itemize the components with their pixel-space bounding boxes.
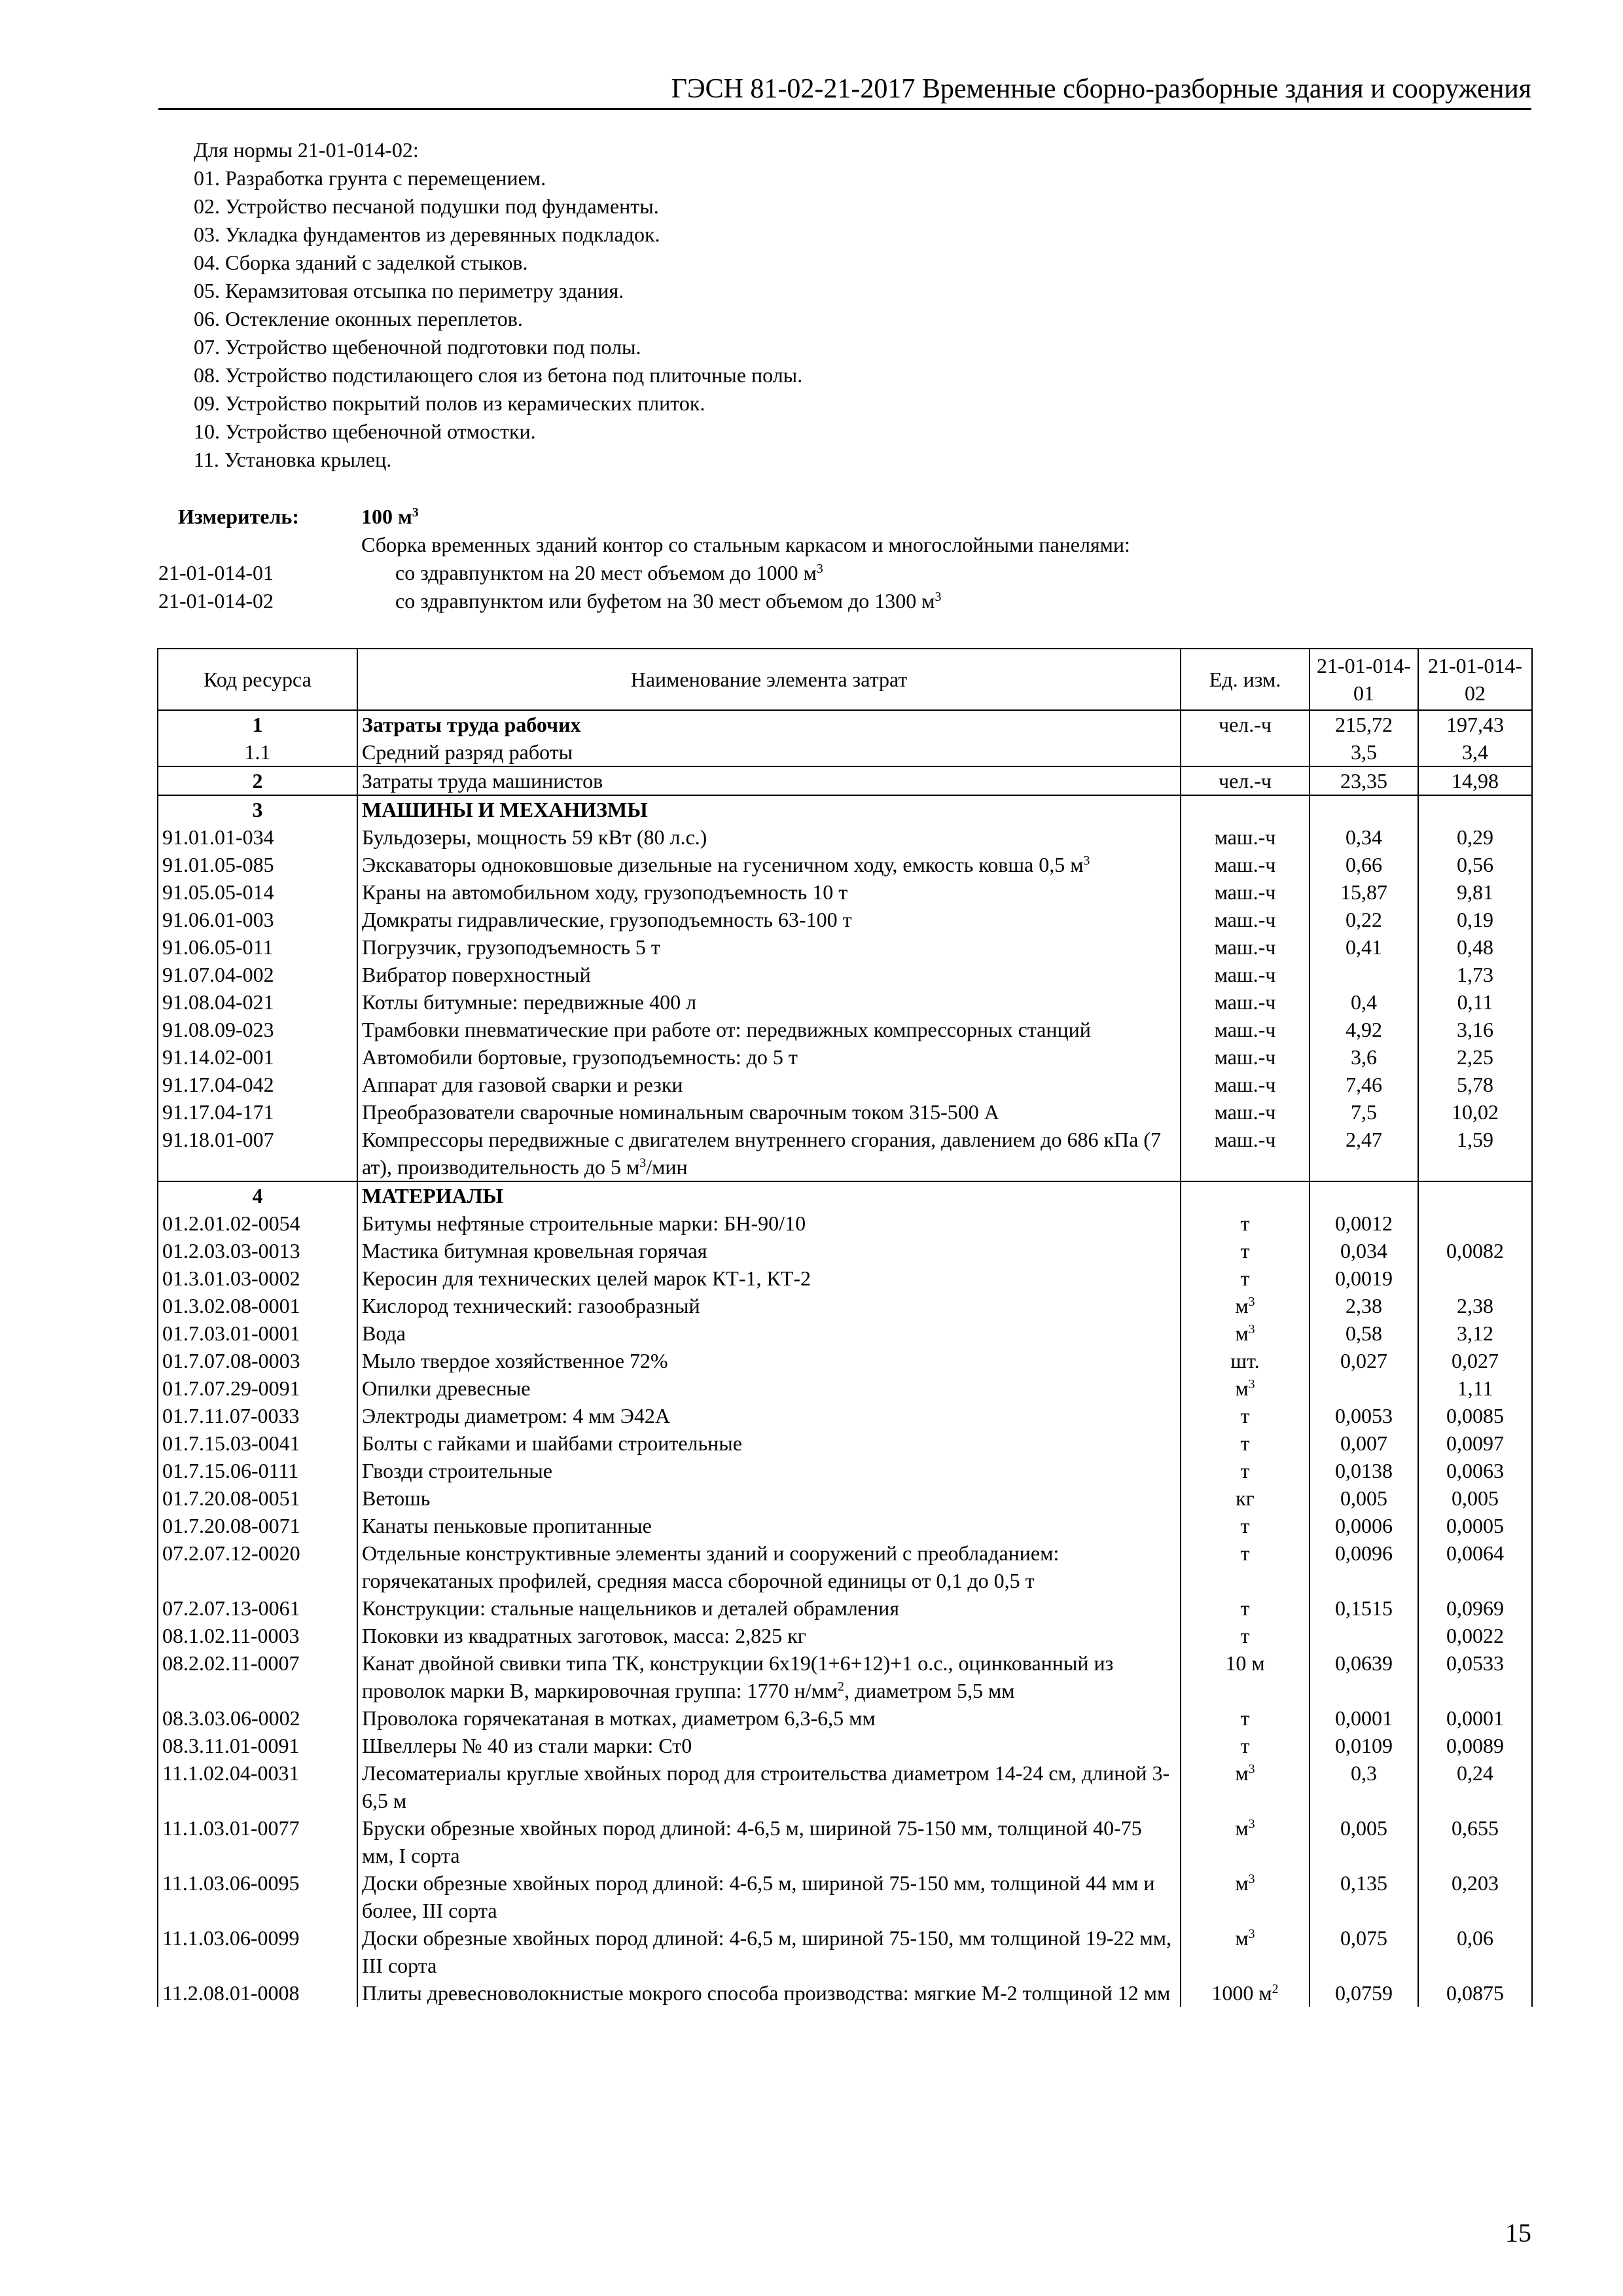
- table-row: [158, 1924, 1532, 1979]
- cost-element-name-cell: Аппарат для газовой сварки и резки: [357, 1071, 1181, 1098]
- value-cell-21-01-014-01: 0,0012: [1310, 1210, 1418, 1237]
- unit-cell: $м^3$: [1181, 1924, 1310, 1979]
- value-cell-21-01-014-02: 0,24: [1418, 1759, 1532, 1814]
- cost-element-name-cell: Битумы нефтяные строительные марки: БН-90/10: [357, 1210, 1181, 1237]
- table-row: [158, 961, 1532, 988]
- work-step-item: 01. Разработка грунта с перемещением.: [194, 166, 546, 190]
- cost-element-name-cell: Доски обрезные хвойных пород длиной: 4-6,5 м, шириной 75-150, мм толщиной 19-22 мм, III сорта: [357, 1924, 1181, 1979]
- header-col-2: 21-01-014-02: [1418, 649, 1532, 710]
- value-cell-21-01-014-01: 0,0639: [1310, 1649, 1418, 1704]
- header-rule: [158, 108, 1531, 110]
- unit-cell: маш.-ч: [1181, 961, 1310, 988]
- value-cell-21-01-014-01: 0,66: [1310, 851, 1418, 878]
- meter-label: Измеритель:: [178, 505, 299, 528]
- value-cell-21-01-014-02: 10,02: [1418, 1098, 1532, 1126]
- cost-element-name-cell: Вода: [357, 1319, 1181, 1347]
- value-cell-21-01-014-02: 0,56: [1418, 851, 1532, 878]
- meter-variant-code: 21-01-014-02: [158, 589, 274, 613]
- unit-cell: [1181, 795, 1310, 823]
- value-cell-21-01-014-02: 0,29: [1418, 823, 1532, 851]
- value-cell-21-01-014-01: 0,0019: [1310, 1265, 1418, 1292]
- cost-element-name-cell: Кислород технический: газообразный: [357, 1292, 1181, 1319]
- cost-element-name-cell: Электроды диаметром: 4 мм Э42А: [357, 1402, 1181, 1429]
- value-cell-21-01-014-02: 9,81: [1418, 878, 1532, 906]
- table-row: [158, 1869, 1532, 1924]
- value-cell-21-01-014-01: 0,0759: [1310, 1979, 1418, 2007]
- value-cell-21-01-014-02: [1418, 1265, 1532, 1292]
- cost-element-name-cell: Затраты труда машинистов: [357, 766, 1181, 795]
- header-code: Код ресурса: [158, 649, 357, 710]
- resource-code-cell: 91.17.04-042: [158, 1071, 357, 1098]
- table-row: [158, 1649, 1532, 1704]
- cost-element-name-cell: Компрессоры передвижные с двигателем внутреннего сгорания, давлением до 686 кПа (7 ат), производительность до 5 $м^3$/мин: [357, 1126, 1181, 1181]
- unit-cell: 1000 $м^2$: [1181, 1979, 1310, 2007]
- value-cell-21-01-014-01: 0,41: [1310, 933, 1418, 961]
- unit-cell: 10 м: [1181, 1649, 1310, 1704]
- cost-element-name-cell: Мыло твердое хозяйственное 72%: [357, 1347, 1181, 1374]
- resource-code-cell: 91.06.01-003: [158, 906, 357, 933]
- cost-table: [157, 648, 1533, 2007]
- value-cell-21-01-014-02: 0,0005: [1418, 1512, 1532, 1539]
- value-cell-21-01-014-01: 0,135: [1310, 1869, 1418, 1924]
- table-row: [158, 1512, 1532, 1539]
- value-cell-21-01-014-02: 0,203: [1418, 1869, 1532, 1924]
- value-cell-21-01-014-01: [1310, 795, 1418, 823]
- unit-cell: [1181, 1181, 1310, 1210]
- resource-code-cell: 2: [158, 766, 357, 795]
- value-cell-21-01-014-02: 2,25: [1418, 1043, 1532, 1071]
- value-cell-21-01-014-01: 0,0006: [1310, 1512, 1418, 1539]
- value-cell-21-01-014-02: 0,027: [1418, 1347, 1532, 1374]
- unit-cell: маш.-ч: [1181, 851, 1310, 878]
- value-cell-21-01-014-02: 0,0875: [1418, 1979, 1532, 2007]
- cost-element-name-cell: МАТЕРИАЛЫ: [357, 1181, 1181, 1210]
- unit-cell: маш.-ч: [1181, 823, 1310, 851]
- cost-element-name-cell: Опилки древесные: [357, 1374, 1181, 1402]
- table-row: [158, 823, 1532, 851]
- cost-element-name-cell: Трамбовки пневматические при работе от: передвижных компрессорных станций: [357, 1016, 1181, 1043]
- cost-element-name-cell: Котлы битумные: передвижные 400 л: [357, 988, 1181, 1016]
- resource-code-cell: 01.7.15.06-0111: [158, 1457, 357, 1484]
- table-row: [158, 1043, 1532, 1071]
- resource-code-cell: 01.7.20.08-0051: [158, 1484, 357, 1512]
- value-cell-21-01-014-02: 1,11: [1418, 1374, 1532, 1402]
- value-cell-21-01-014-01: 0,3: [1310, 1759, 1418, 1814]
- work-step-item: 09. Устройство покрытий полов из керамических плиток.: [194, 391, 705, 415]
- header-title: ГЭСН 81-02-21-2017 Временные сборно-разборные здания и сооружения: [671, 74, 1531, 104]
- value-cell-21-01-014-02: 1,73: [1418, 961, 1532, 988]
- resource-code-cell: 91.17.04-171: [158, 1098, 357, 1126]
- value-cell-21-01-014-01: 0,005: [1310, 1484, 1418, 1512]
- table-row: [158, 1374, 1532, 1402]
- header-name: Наименование элемента затрат: [357, 649, 1181, 710]
- unit-cell: т: [1181, 1594, 1310, 1622]
- value-cell-21-01-014-02: 3,12: [1418, 1319, 1532, 1347]
- work-step-item: 05. Керамзитовая отсыпка по периметру здания.: [194, 279, 624, 302]
- cost-element-name-cell: Конструкции: стальные нащельников и деталей обрамления: [357, 1594, 1181, 1622]
- unit-cell: маш.-ч: [1181, 1126, 1310, 1181]
- table-row: [158, 1622, 1532, 1649]
- value-cell-21-01-014-02: 0,0064: [1418, 1539, 1532, 1594]
- table-row: [158, 1457, 1532, 1484]
- table-row: [158, 851, 1532, 878]
- table-row: [158, 738, 1532, 766]
- cost-element-name-cell: Погрузчик, грузоподъемность 5 т: [357, 933, 1181, 961]
- value-cell-21-01-014-02: 0,005: [1418, 1484, 1532, 1512]
- meter-variant-text: со здравпунктом на 20 мест объемом до 1000 $м^3$: [395, 561, 823, 584]
- unit-cell: $м^3$: [1181, 1292, 1310, 1319]
- work-step-item: 04. Сборка зданий с заделкой стыков.: [194, 251, 528, 274]
- cost-element-name-cell: Поковки из квадратных заготовок, масса: 2,825 кг: [357, 1622, 1181, 1649]
- work-step-item: 10. Устройство щебеночной отмостки.: [194, 420, 536, 443]
- resource-code-cell: 91.07.04-002: [158, 961, 357, 988]
- cost-element-name-cell: Преобразователи сварочные номинальным сварочным током 315-500 А: [357, 1098, 1181, 1126]
- table-row: [158, 1292, 1532, 1319]
- value-cell-21-01-014-01: 0,034: [1310, 1237, 1418, 1265]
- resource-code-cell: 01.3.01.03-0002: [158, 1265, 357, 1292]
- value-cell-21-01-014-01: 0,0138: [1310, 1457, 1418, 1484]
- cost-element-name-cell: Средний разряд работы: [357, 738, 1181, 766]
- cost-element-name-cell: Затраты труда рабочих: [357, 710, 1181, 738]
- value-cell-21-01-014-02: 0,48: [1418, 933, 1532, 961]
- meter-variant-code: 21-01-014-01: [158, 561, 274, 584]
- cost-element-name-cell: Бруски обрезные хвойных пород длиной: 4-6,5 м, шириной 75-150 мм, толщиной 40-75 мм, I сорта: [357, 1814, 1181, 1869]
- resource-code-cell: 91.08.09-023: [158, 1016, 357, 1043]
- unit-cell: т: [1181, 1732, 1310, 1759]
- work-step-item: 07. Устройство щебеночной подготовки под полы.: [194, 335, 641, 359]
- table-row: [158, 1210, 1532, 1237]
- unit-cell: $м^3$: [1181, 1759, 1310, 1814]
- unit-cell: чел.-ч: [1181, 710, 1310, 738]
- table-row: [158, 988, 1532, 1016]
- meter-variant-text: со здравпунктом или буфетом на 30 мест объемом до 1300 $м^3$: [395, 589, 942, 613]
- table-row: [158, 1071, 1532, 1098]
- value-cell-21-01-014-01: 0,0109: [1310, 1732, 1418, 1759]
- cost-element-name-cell: Лесоматериалы круглые хвойных пород для строительства диаметром 14-24 см, длиной 3-6,5 м: [357, 1759, 1181, 1814]
- unit-cell: т: [1181, 1704, 1310, 1732]
- resource-code-cell: 11.1.03.06-0099: [158, 1924, 357, 1979]
- resource-code-cell: 11.1.03.01-0077: [158, 1814, 357, 1869]
- value-cell-21-01-014-01: 15,87: [1310, 878, 1418, 906]
- unit-cell: маш.-ч: [1181, 933, 1310, 961]
- header-col-1: 21-01-014-01: [1310, 649, 1418, 710]
- resource-code-cell: 01.7.07.08-0003: [158, 1347, 357, 1374]
- unit-cell: т: [1181, 1457, 1310, 1484]
- value-cell-21-01-014-02: 0,655: [1418, 1814, 1532, 1869]
- cost-table-header: [158, 649, 1532, 710]
- resource-code-cell: 4: [158, 1181, 357, 1210]
- value-cell-21-01-014-02: [1418, 795, 1532, 823]
- cost-element-name-cell: Мастика битумная кровельная горячая: [357, 1237, 1181, 1265]
- value-cell-21-01-014-01: 3,5: [1310, 738, 1418, 766]
- table-row: [158, 1759, 1532, 1814]
- work-steps-list: [194, 136, 802, 474]
- table-row: [158, 795, 1532, 823]
- meter-variant: [158, 587, 1533, 615]
- resource-code-cell: 91.01.01-034: [158, 823, 357, 851]
- value-cell-21-01-014-01: 7,46: [1310, 1071, 1418, 1098]
- work-steps-intro: Для нормы 21-01-014-02:: [194, 138, 419, 162]
- value-cell-21-01-014-01: 215,72: [1310, 710, 1418, 738]
- value-cell-21-01-014-02: 0,11: [1418, 988, 1532, 1016]
- unit-cell: маш.-ч: [1181, 906, 1310, 933]
- unit-cell: т: [1181, 1402, 1310, 1429]
- unit-cell: маш.-ч: [1181, 1016, 1310, 1043]
- table-row: [158, 1484, 1532, 1512]
- resource-code-cell: 01.3.02.08-0001: [158, 1292, 357, 1319]
- cost-element-name-cell: Гвозди строительные: [357, 1457, 1181, 1484]
- meter-block: [158, 503, 1533, 615]
- work-step-item: 03. Укладка фундаментов из деревянных подкладок.: [194, 223, 660, 246]
- table-row: [158, 1319, 1532, 1347]
- value-cell-21-01-014-02: 0,0063: [1418, 1457, 1532, 1484]
- resource-code-cell: 01.7.11.07-0033: [158, 1402, 357, 1429]
- value-cell-21-01-014-01: 0,0096: [1310, 1539, 1418, 1594]
- cost-element-name-cell: Болты с гайками и шайбами строительные: [357, 1429, 1181, 1457]
- unit-cell: [1181, 738, 1310, 766]
- resource-code-cell: 1.1: [158, 738, 357, 766]
- value-cell-21-01-014-01: 0,58: [1310, 1319, 1418, 1347]
- unit-cell: т: [1181, 1512, 1310, 1539]
- table-row: [158, 1265, 1532, 1292]
- table-row: [158, 906, 1532, 933]
- work-step-item: 02. Устройство песчаной подушки под фундаменты.: [194, 194, 659, 218]
- value-cell-21-01-014-02: 3,16: [1418, 1016, 1532, 1043]
- value-cell-21-01-014-02: 1,59: [1418, 1126, 1532, 1181]
- resource-code-cell: 91.01.05-085: [158, 851, 357, 878]
- table-row: [158, 933, 1532, 961]
- value-cell-21-01-014-02: 0,0089: [1418, 1732, 1532, 1759]
- unit-cell: т: [1181, 1265, 1310, 1292]
- resource-code-cell: 11.1.03.06-0095: [158, 1869, 357, 1924]
- resource-code-cell: 3: [158, 795, 357, 823]
- work-step-item: 06. Остекление оконных переплетов.: [194, 307, 523, 331]
- resource-code-cell: 91.14.02-001: [158, 1043, 357, 1071]
- unit-cell: $м^3$: [1181, 1319, 1310, 1347]
- value-cell-21-01-014-01: 3,6: [1310, 1043, 1418, 1071]
- meter-variant: [158, 559, 1533, 587]
- value-cell-21-01-014-01: 7,5: [1310, 1098, 1418, 1126]
- value-cell-21-01-014-02: 0,0085: [1418, 1402, 1532, 1429]
- resource-code-cell: 01.2.03.03-0013: [158, 1237, 357, 1265]
- unit-cell: $м^3$: [1181, 1869, 1310, 1924]
- cost-element-name-cell: Ветошь: [357, 1484, 1181, 1512]
- cost-element-name-cell: Краны на автомобильном ходу, грузоподъемность 10 т: [357, 878, 1181, 906]
- resource-code-cell: 08.1.02.11-0003: [158, 1622, 357, 1649]
- resource-code-cell: 91.06.05-011: [158, 933, 357, 961]
- table-row: [158, 1979, 1532, 2007]
- resource-code-cell: 11.2.08.01-0008: [158, 1979, 357, 2007]
- value-cell-21-01-014-02: 0,0969: [1418, 1594, 1532, 1622]
- value-cell-21-01-014-01: 0,075: [1310, 1924, 1418, 1979]
- table-row: [158, 1704, 1532, 1732]
- resource-code-cell: 01.7.03.01-0001: [158, 1319, 357, 1347]
- cost-element-name-cell: МАШИНЫ И МЕХАНИЗМЫ: [357, 795, 1181, 823]
- unit-cell: маш.-ч: [1181, 1098, 1310, 1126]
- table-row: [158, 1429, 1532, 1457]
- value-cell-21-01-014-02: 0,0097: [1418, 1429, 1532, 1457]
- table-row: [158, 1402, 1532, 1429]
- unit-cell: маш.-ч: [1181, 878, 1310, 906]
- value-cell-21-01-014-01: 4,92: [1310, 1016, 1418, 1043]
- table-row: [158, 1814, 1532, 1869]
- page-number: 15: [1505, 2218, 1531, 2248]
- value-cell-21-01-014-01: 0,4: [1310, 988, 1418, 1016]
- value-cell-21-01-014-01: 0,007: [1310, 1429, 1418, 1457]
- cost-element-name-cell: Вибратор поверхностный: [357, 961, 1181, 988]
- value-cell-21-01-014-02: 197,43: [1418, 710, 1532, 738]
- table-row: [158, 1126, 1532, 1181]
- value-cell-21-01-014-01: 0,0001: [1310, 1704, 1418, 1732]
- unit-cell: маш.-ч: [1181, 1071, 1310, 1098]
- unit-cell: маш.-ч: [1181, 988, 1310, 1016]
- value-cell-21-01-014-01: [1310, 1374, 1418, 1402]
- cost-element-name-cell: Экскаваторы одноковшовые дизельные на гусеничном ходу, емкость ковша 0,5 $м^3$: [357, 851, 1181, 878]
- unit-cell: т: [1181, 1210, 1310, 1237]
- resource-code-cell: 01.2.01.02-0054: [158, 1210, 357, 1237]
- cost-element-name-cell: Автомобили бортовые, грузоподъемность: до 5 т: [357, 1043, 1181, 1071]
- resource-code-cell: 91.08.04-021: [158, 988, 357, 1016]
- unit-cell: т: [1181, 1539, 1310, 1594]
- value-cell-21-01-014-02: [1418, 1210, 1532, 1237]
- resource-code-cell: 01.7.07.29-0091: [158, 1374, 357, 1402]
- value-cell-21-01-014-01: [1310, 1622, 1418, 1649]
- value-cell-21-01-014-02: 0,0533: [1418, 1649, 1532, 1704]
- unit-cell: маш.-ч: [1181, 1043, 1310, 1071]
- value-cell-21-01-014-01: 0,027: [1310, 1347, 1418, 1374]
- table-row: [158, 1539, 1532, 1594]
- meter-description: Сборка временных зданий контор со стальным каркасом и многослойными панелями:: [361, 533, 1130, 556]
- unit-cell: чел.-ч: [1181, 766, 1310, 795]
- cost-element-name-cell: Бульдозеры, мощность 59 кВт (80 л.с.): [357, 823, 1181, 851]
- value-cell-21-01-014-01: 2,38: [1310, 1292, 1418, 1319]
- value-cell-21-01-014-02: 2,38: [1418, 1292, 1532, 1319]
- value-cell-21-01-014-01: 0,0053: [1310, 1402, 1418, 1429]
- resource-code-cell: 11.1.02.04-0031: [158, 1759, 357, 1814]
- cost-element-name-cell: Канаты пеньковые пропитанные: [357, 1512, 1181, 1539]
- resource-code-cell: 08.2.02.11-0007: [158, 1649, 357, 1704]
- work-step-item: 08. Устройство подстилающего слоя из бетона под плиточные полы.: [194, 363, 803, 387]
- table-row: [158, 1237, 1532, 1265]
- cost-element-name-cell: Отдельные конструктивные элементы зданий и сооружений с преобладанием: горячекатаных профилей, средняя масса сборочной единицы от 0,1 до 0,5 т: [357, 1539, 1181, 1594]
- value-cell-21-01-014-02: 0,0022: [1418, 1622, 1532, 1649]
- value-cell-21-01-014-01: 0,34: [1310, 823, 1418, 851]
- value-cell-21-01-014-02: 14,98: [1418, 766, 1532, 795]
- value-cell-21-01-014-02: 0,0082: [1418, 1237, 1532, 1265]
- table-row: [158, 710, 1532, 738]
- value-cell-21-01-014-02: 0,0001: [1418, 1704, 1532, 1732]
- unit-cell: $м^3$: [1181, 1814, 1310, 1869]
- table-row: [158, 1594, 1532, 1622]
- resource-code-cell: 08.3.11.01-0091: [158, 1732, 357, 1759]
- value-cell-21-01-014-02: 5,78: [1418, 1071, 1532, 1098]
- meter-value: 100 $м^3$: [361, 505, 419, 528]
- unit-cell: т: [1181, 1429, 1310, 1457]
- value-cell-21-01-014-01: 0,22: [1310, 906, 1418, 933]
- value-cell-21-01-014-01: 23,35: [1310, 766, 1418, 795]
- resource-code-cell: 01.7.20.08-0071: [158, 1512, 357, 1539]
- resource-code-cell: 07.2.07.12-0020: [158, 1539, 357, 1594]
- table-row: [158, 1732, 1532, 1759]
- unit-cell: шт.: [1181, 1347, 1310, 1374]
- cost-element-name-cell: Канат двойной свивки типа ТК, конструкции 6х19(1+6+12)+1 о.с., оцинкованный из проволок марки В, маркировочная группа: 1770 $н/мм^2$, диаметром 5,5 мм: [357, 1649, 1181, 1704]
- table-row: [158, 1098, 1532, 1126]
- cost-element-name-cell: Плиты древесноволокнистые мокрого способа производства: мягкие М-2 толщиной 12 мм: [357, 1979, 1181, 2007]
- resource-code-cell: 08.3.03.06-0002: [158, 1704, 357, 1732]
- table-row: [158, 1347, 1532, 1374]
- value-cell-21-01-014-01: 2,47: [1310, 1126, 1418, 1181]
- value-cell-21-01-014-01: [1310, 961, 1418, 988]
- unit-cell: т: [1181, 1237, 1310, 1265]
- resource-code-cell: 91.18.01-007: [158, 1126, 357, 1181]
- table-row: [158, 878, 1532, 906]
- unit-cell: $м^3$: [1181, 1374, 1310, 1402]
- cost-element-name-cell: Доски обрезные хвойных пород длиной: 4-6,5 м, шириной 75-150 мм, толщиной 44 мм и более, III сорта: [357, 1869, 1181, 1924]
- value-cell-21-01-014-01: [1310, 1181, 1418, 1210]
- resource-code-cell: 1: [158, 710, 357, 738]
- cost-element-name-cell: Проволока горячекатаная в мотках, диаметром 6,3-6,5 мм: [357, 1704, 1181, 1732]
- table-row: [158, 1016, 1532, 1043]
- work-step-item: 11. Установка крылец.: [194, 448, 392, 471]
- unit-cell: т: [1181, 1622, 1310, 1649]
- resource-code-cell: 91.05.05-014: [158, 878, 357, 906]
- resource-code-cell: 01.7.15.03-0041: [158, 1429, 357, 1457]
- value-cell-21-01-014-02: [1418, 1181, 1532, 1210]
- value-cell-21-01-014-01: 0,005: [1310, 1814, 1418, 1869]
- table-row: [158, 1181, 1532, 1210]
- cost-element-name-cell: Керосин для технических целей марок КТ-1, КТ-2: [357, 1265, 1181, 1292]
- cost-element-name-cell: Швеллеры № 40 из стали марки: Ст0: [357, 1732, 1181, 1759]
- header-unit: Ед. изм.: [1181, 649, 1310, 710]
- table-row: [158, 766, 1532, 795]
- value-cell-21-01-014-01: 0,1515: [1310, 1594, 1418, 1622]
- value-cell-21-01-014-02: 3,4: [1418, 738, 1532, 766]
- cost-element-name-cell: Домкраты гидравлические, грузоподъемность 63-100 т: [357, 906, 1181, 933]
- unit-cell: кг: [1181, 1484, 1310, 1512]
- resource-code-cell: 07.2.07.13-0061: [158, 1594, 357, 1622]
- value-cell-21-01-014-02: 0,06: [1418, 1924, 1532, 1979]
- value-cell-21-01-014-02: 0,19: [1418, 906, 1532, 933]
